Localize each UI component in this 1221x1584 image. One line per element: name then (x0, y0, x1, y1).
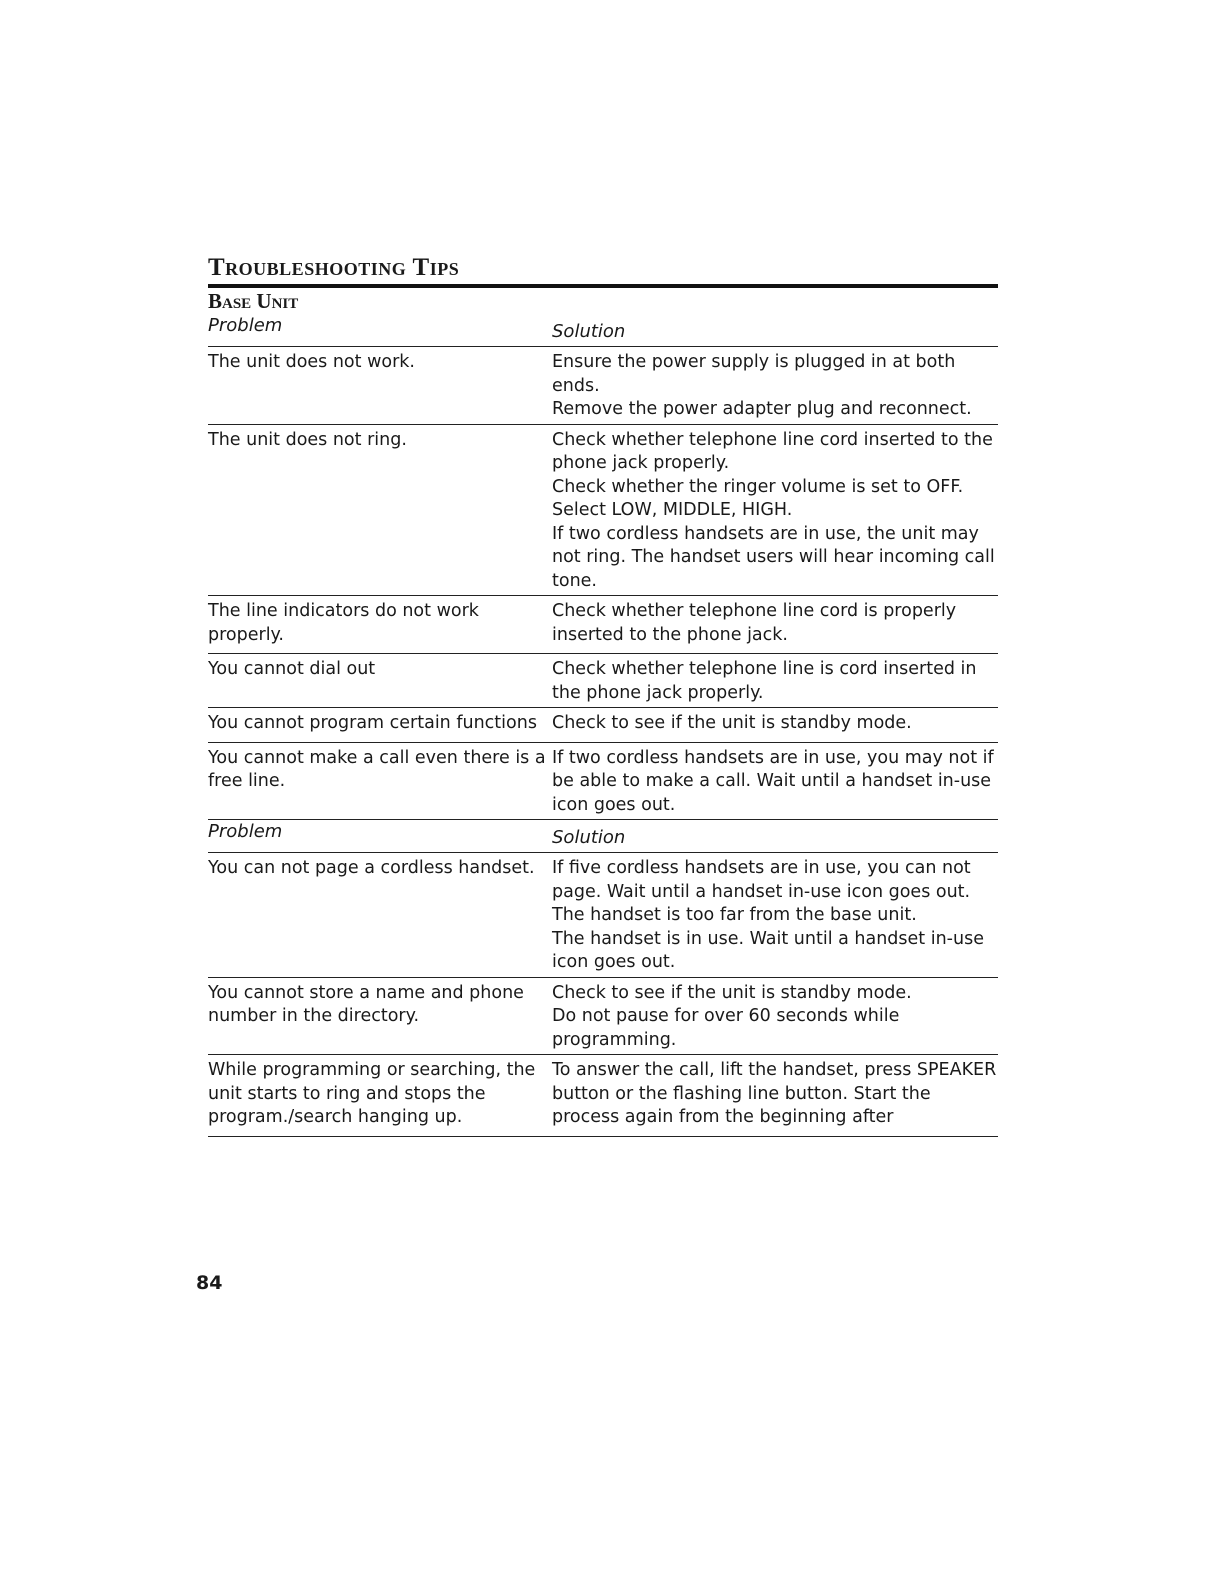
problem-cell: You cannot store a name and phone number in the directory. (208, 978, 552, 1056)
solution-cell (552, 425, 998, 597)
solution-line: Check whether telephone line cord is properly inserted to the phone jack. (552, 601, 957, 645)
page-number: 84 (196, 1272, 223, 1294)
solution-cell (552, 654, 998, 708)
solution-line: The handset is too far from the base unit. (552, 905, 917, 925)
troubleshooting-table (208, 314, 998, 1137)
table-row (208, 596, 998, 654)
table-row (208, 743, 998, 821)
problem-cell: You cannot make a call even there is a free line. (208, 743, 552, 821)
header-problem: Problem (208, 821, 283, 842)
header-solution: Solution (552, 827, 626, 848)
solution-line: If two cordless handsets are in use, you may not if be able to make a call. Wait until a handset in-use icon goes out. (552, 747, 994, 815)
solution-line: Check whether telephone line cord inserted to the phone jack properly. (552, 429, 993, 473)
problem-cell: The unit does not work. (208, 347, 552, 425)
solution-cell (552, 1055, 998, 1137)
solution-cell (552, 743, 998, 821)
table-row (208, 978, 998, 1056)
solution-line: Check to see if the unit is standby mode. (552, 982, 912, 1003)
problem-cell: You cannot program certain functions (208, 708, 552, 743)
section-title: Troubleshooting Tips (208, 254, 460, 281)
table-row (208, 708, 998, 743)
table-row (208, 425, 998, 597)
solution-line: Ensure the power supply is plugged in at both ends. (552, 352, 956, 396)
problem-cell: The line indicators do not work properly. (208, 596, 552, 654)
solution-line: Check to see if the unit is standby mode. (552, 713, 912, 733)
problem-cell: While programming or searching, the unit starts to ring and stops the program./search hanging up. (208, 1055, 552, 1137)
solution-cell (552, 853, 998, 978)
troubleshooting-page (208, 252, 998, 1137)
solution-line: Check whether telephone line is cord inserted in the phone jack properly. (552, 659, 977, 703)
solution-cell (552, 347, 998, 425)
table-row (208, 347, 998, 425)
header-problem: Problem (208, 315, 283, 336)
solution-line: If five cordless handsets are in use, you can not page. Wait until a handset in-use icon goes out. (552, 858, 971, 902)
subsection-title: Base Unit (208, 289, 299, 313)
table-row (208, 1055, 998, 1137)
table-row (208, 654, 998, 708)
table-header-repeat (208, 820, 998, 853)
solution-cell (552, 596, 998, 654)
table-row (208, 853, 998, 978)
problem-cell: The unit does not ring. (208, 425, 552, 597)
solution-line: To answer the call, lift the handset, press SPEAKER button or the flashing line button. Start the process again from the beginning after (552, 1060, 997, 1127)
solution-cell (552, 978, 998, 1056)
header-solution: Solution (552, 321, 626, 342)
solution-line: If two cordless handsets are in use, the unit may not ring. The handset users will hear incoming call tone. (552, 523, 995, 591)
problem-cell: You can not page a cordless handset. (208, 853, 552, 978)
solution-line: Do not pause for over 60 seconds while programming. (552, 1006, 900, 1050)
solution-line: Check whether the ringer volume is set to OFF. Select LOW, MIDDLE, HIGH. (552, 476, 964, 520)
problem-cell: You cannot dial out (208, 654, 552, 708)
table-body-part2 (208, 853, 998, 1137)
solution-cell (552, 708, 998, 743)
solution-line: Remove the power adapter plug and reconnect. (552, 399, 972, 419)
solution-line: The handset is in use. Wait until a handset in-use icon goes out. (552, 928, 984, 972)
table-header (208, 314, 998, 347)
table-body-part1 (208, 347, 998, 820)
